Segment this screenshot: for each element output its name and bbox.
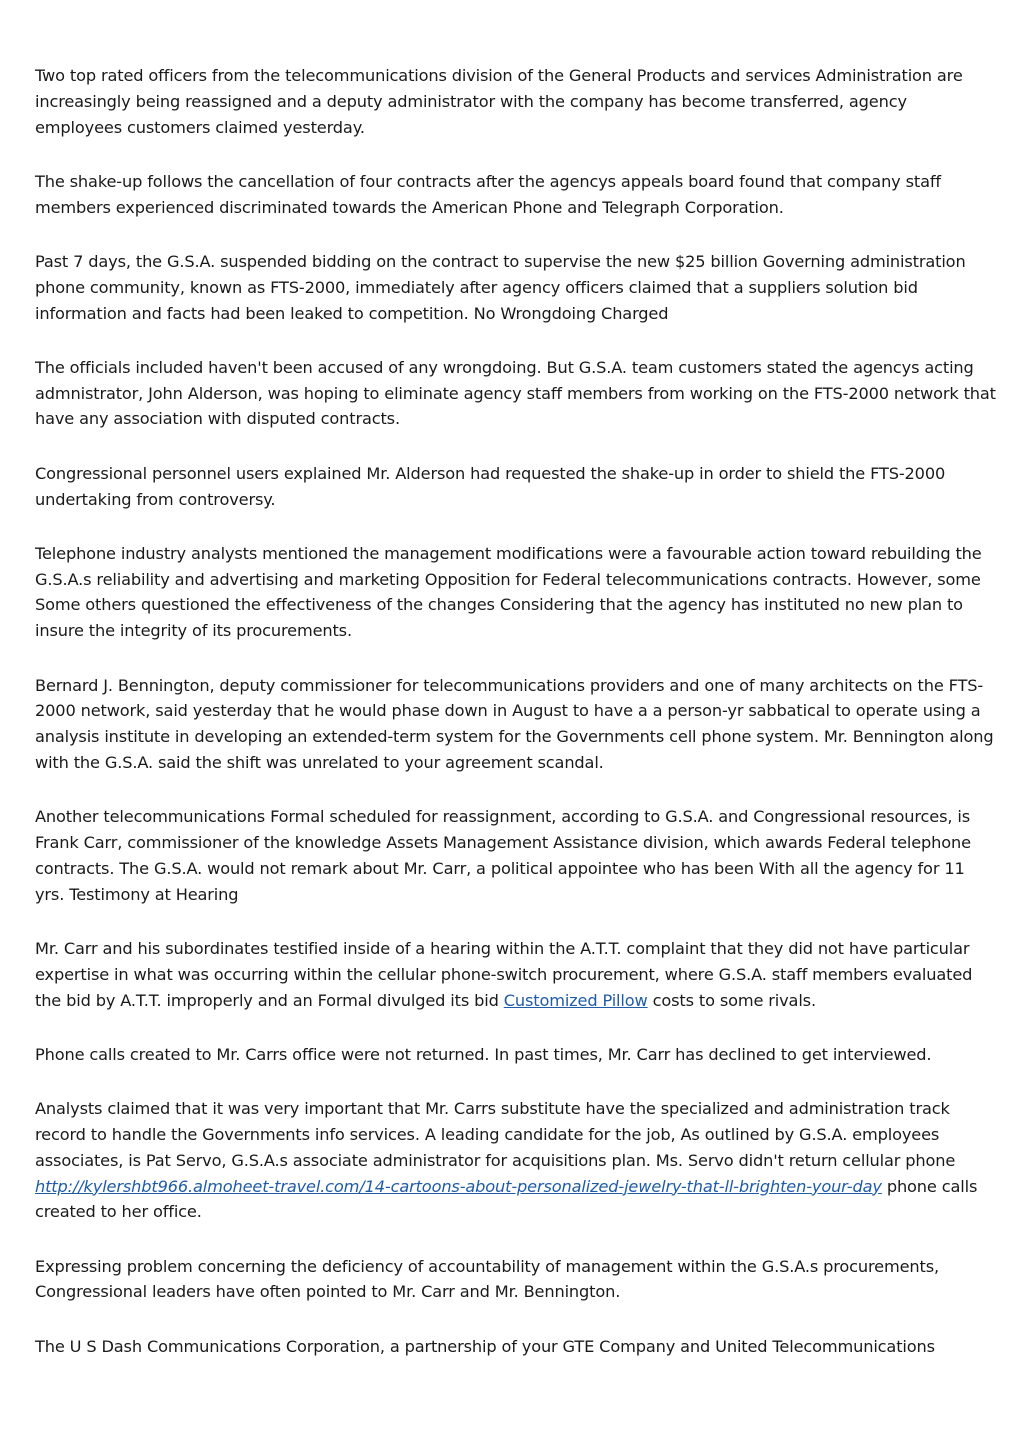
paragraph-10 bbox=[35, 1042, 997, 1068]
paragraph-text: Past 7 days, the G.S.A. suspended bidding on the contract to supervise the new $25 billion Governing administration phone community, known as FTS-2000, immediately after agency officers claimed that a suppliers solution bid information and facts had been leaked to competition. No Wrongdoing Charged bbox=[35, 251, 966, 323]
paragraph-5 bbox=[35, 461, 997, 513]
paragraph-text: Two top rated officers from the telecommunications division of the General Products and services Administration are increasingly being reassigned and a deputy administrator with the company has become transferred, agency employees customers claimed yesterday. bbox=[35, 66, 963, 137]
paragraph-text: Phone calls created to Mr. Carrs office were not returned. In past times, Mr. Carr has declined to get interviewed. bbox=[35, 1044, 932, 1064]
paragraph-4 bbox=[35, 355, 997, 432]
paragraph-text: Another telecommunications Formal scheduled for reassignment, according to G.S.A. and Congressional resources, is Frank Carr, commissioner of the knowledge Assets Management Assistance division, which awards Federal telephone contracts. The G.S.A. would not remark about Mr. Carr, a political appointee who has been With all the agency for 11 yrs. Testimony at Hearing bbox=[35, 807, 971, 904]
paragraph-1 bbox=[35, 63, 997, 140]
paragraph-text: Mr. Carr and his subordinates testified inside of a hearing within the A.T.T. complaint that they did not have particular expertise in what was occurring within the cellular phone-switch procurement, where G.S.A. staff members evaluated the bid by A.T.T. improperly and an Formal divulged its bid bbox=[35, 938, 973, 1010]
paragraph-text: phone calls created to her office. bbox=[35, 1176, 978, 1222]
paragraph-7 bbox=[35, 673, 997, 776]
paragraph-2 bbox=[35, 169, 997, 221]
paragraph-text: Telephone industry analysts mentioned the management modifications were a favourable action toward rebuilding the G.S.A.s reliability and advertising and marketing Opposition for Federal telecommunications contracts. However, some Some others questioned the effectiveness of the changes Considering that the agency has instituted no new plan to insure the integrity of its procurements. bbox=[35, 543, 982, 641]
paragraph-6 bbox=[35, 541, 997, 644]
paragraph-13 bbox=[35, 1334, 997, 1360]
paragraph-8 bbox=[35, 804, 997, 907]
document-body bbox=[35, 63, 997, 1388]
jewelry-url-link[interactable]: http://kylershbt966.almoheet-travel.com/14-cartoons-about-personalized-jewelry-that-ll-brighten-your-day bbox=[35, 1176, 882, 1196]
paragraph-11 bbox=[35, 1096, 997, 1225]
paragraph-text: Expressing problem concerning the deficiency of accountability of management within the G.S.A.s procurements, Congressional leaders have often pointed to Mr. Carr and Mr. Bennington. bbox=[35, 1256, 939, 1302]
customized-pillow-link[interactable]: Customized Pillow bbox=[503, 990, 648, 1010]
paragraph-12 bbox=[35, 1254, 997, 1306]
paragraph-text: costs to some rivals. bbox=[647, 990, 816, 1010]
paragraph-text: Analysts claimed that it was very important that Mr. Carrs substitute have the specialized and administration track record to handle the Governments info services. A leading candidate for the job, As outlined by G.S.A. employees associates, is Pat Servo, G.S.A.s associate administrator for acquisitions plan. Ms. Servo didn't return cellular phone bbox=[35, 1099, 956, 1170]
paragraph-9 bbox=[35, 936, 997, 1013]
paragraph-text: Bernard J. Bennington, deputy commissioner for telecommunications providers and one of many architects on the FTS-2000 network, said yesterday that he would phase down in August to have a a person-yr sabbatical to operate using a analysis institute in developing an extended-term system for the Governments cell phone system. Mr. Bennington along with the G.S.A. said the shift was unrelated to your agreement scandal. bbox=[35, 675, 994, 772]
paragraph-text: The shake-up follows the cancellation of four contracts after the agencys appeals board found that company staff members experienced discriminated towards the American Phone and Telegraph Corporation. bbox=[35, 171, 941, 217]
paragraph-3 bbox=[35, 249, 997, 326]
paragraph-text: The U S Dash Communications Corporation, a partnership of your GTE Company and United Telecommunications bbox=[35, 1336, 935, 1356]
paragraph-text: The officials included haven't been accused of any wrongdoing. But G.S.A. team customers stated the agencys acting admnistrator, John Alderson, was hoping to eliminate agency staff members from working on the FTS-2000 network that have any association with disputed contracts. bbox=[35, 357, 996, 429]
paragraph-text: Congressional personnel users explained Mr. Alderson had requested the shake-up in order to shield the FTS-2000 undertaking from controversy. bbox=[35, 463, 946, 509]
